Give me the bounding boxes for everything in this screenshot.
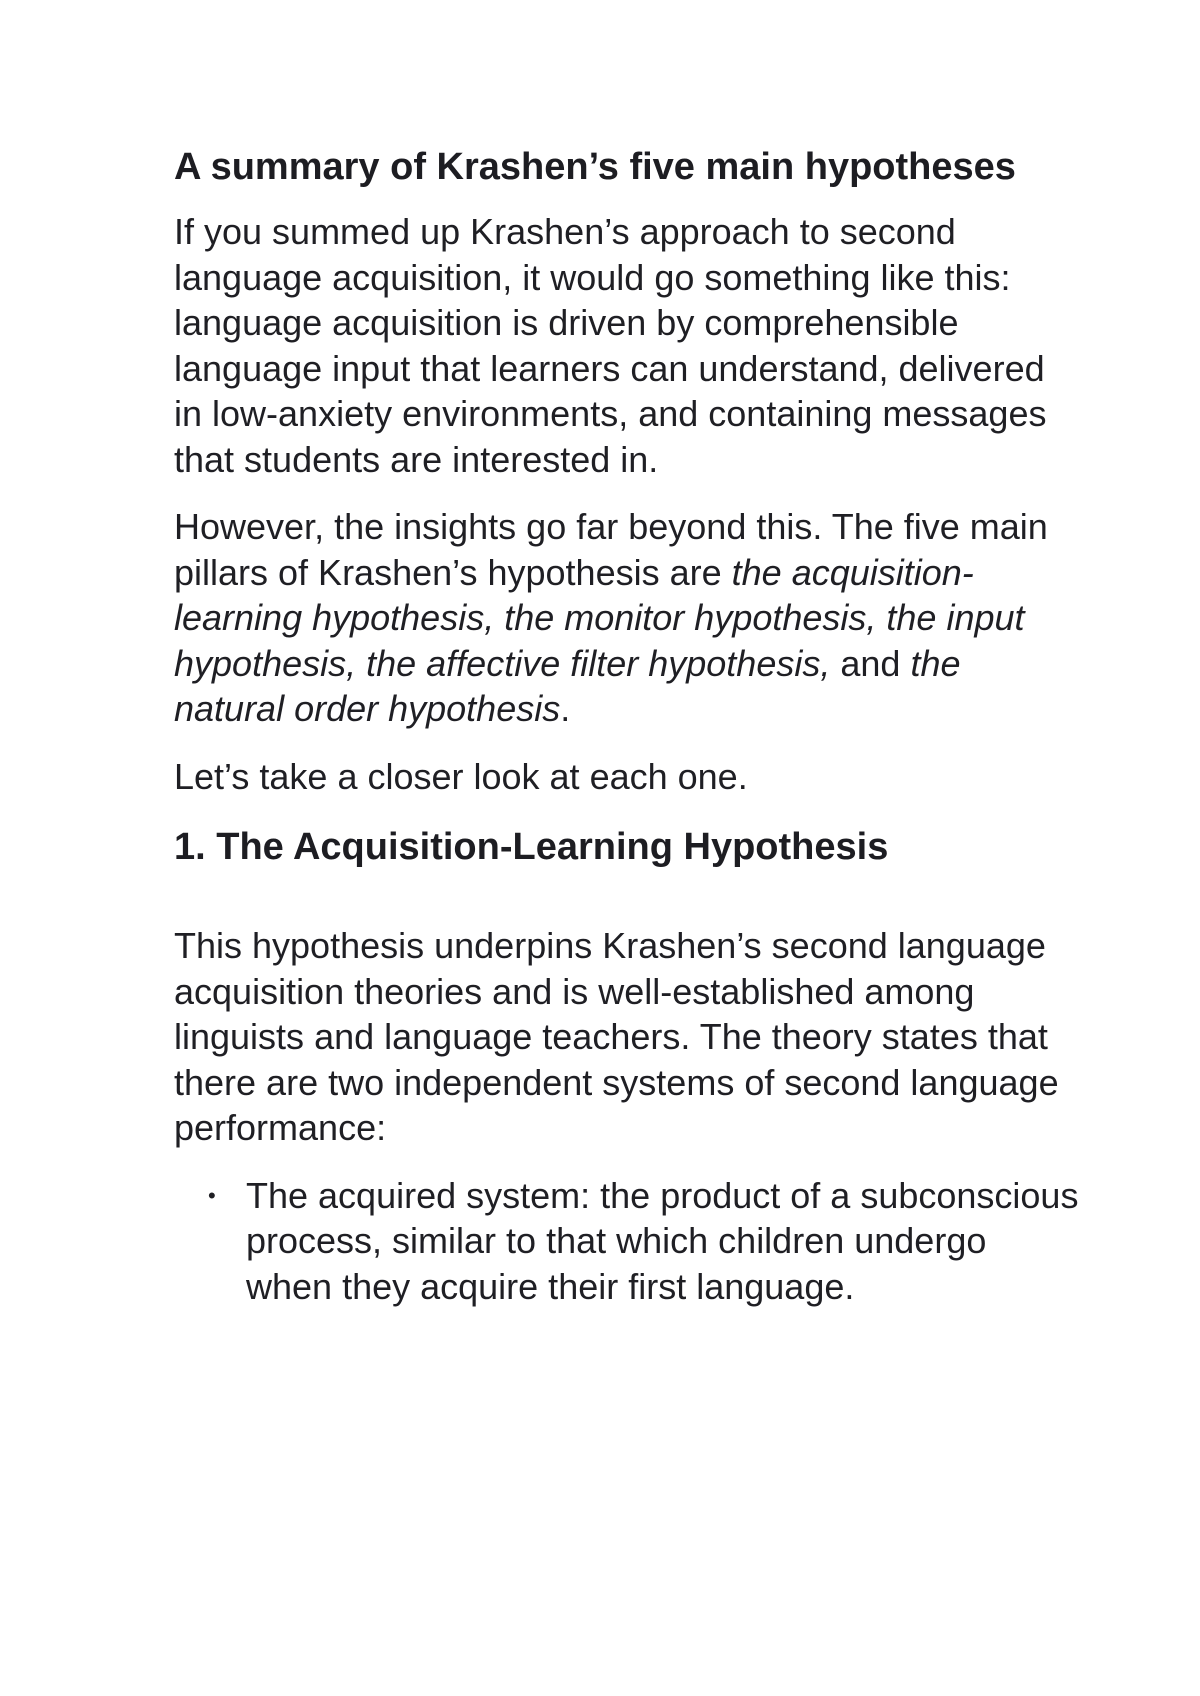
document-title: A summary of Krashen’s five main hypotheses [174,146,1016,188]
section-1-bullet-list [174,1173,1080,1310]
pillars-lead-text: However, the insights go far beyond this. The five main pillars of Krashen’s hypothesis are [174,506,1048,593]
bullet-text: The acquired system: the product of a subconscious process, similar to that which children undergo when they acquire their first language. [246,1174,1079,1307]
pillars-joiner-text: and [830,642,911,684]
section-1-heading: 1. The Acquisition-Learning Hypothesis [174,826,889,868]
bullet-icon: • [208,1182,216,1208]
section-1-paragraph: This hypothesis underpins Krashen’s second language acquisition theories and is well-established among linguists and language teachers. The theory states that there are two independent systems of second language performance: [174,925,1059,1148]
pillars-end-text: . [560,688,571,729]
pillars-italic-list: the acquisition-learning hypothesis, the monitor hypothesis, the input hypothesis, the affective filter hypothesis, [174,551,1025,684]
pillars-paragraph [174,504,1080,732]
pillars-italic-last: the natural order hypothesis [174,642,961,729]
intro-paragraph: If you summed up Krashen’s approach to second language acquisition, it would go something like this: language acquisition is driven by comprehensible language input that learners can understand, delivered in low-anxiety environments, and containing messages that students are interested in. [174,211,1047,480]
closer-look-paragraph: Let’s take a closer look at each one. [174,755,748,797]
bullet-item [208,1173,1080,1310]
